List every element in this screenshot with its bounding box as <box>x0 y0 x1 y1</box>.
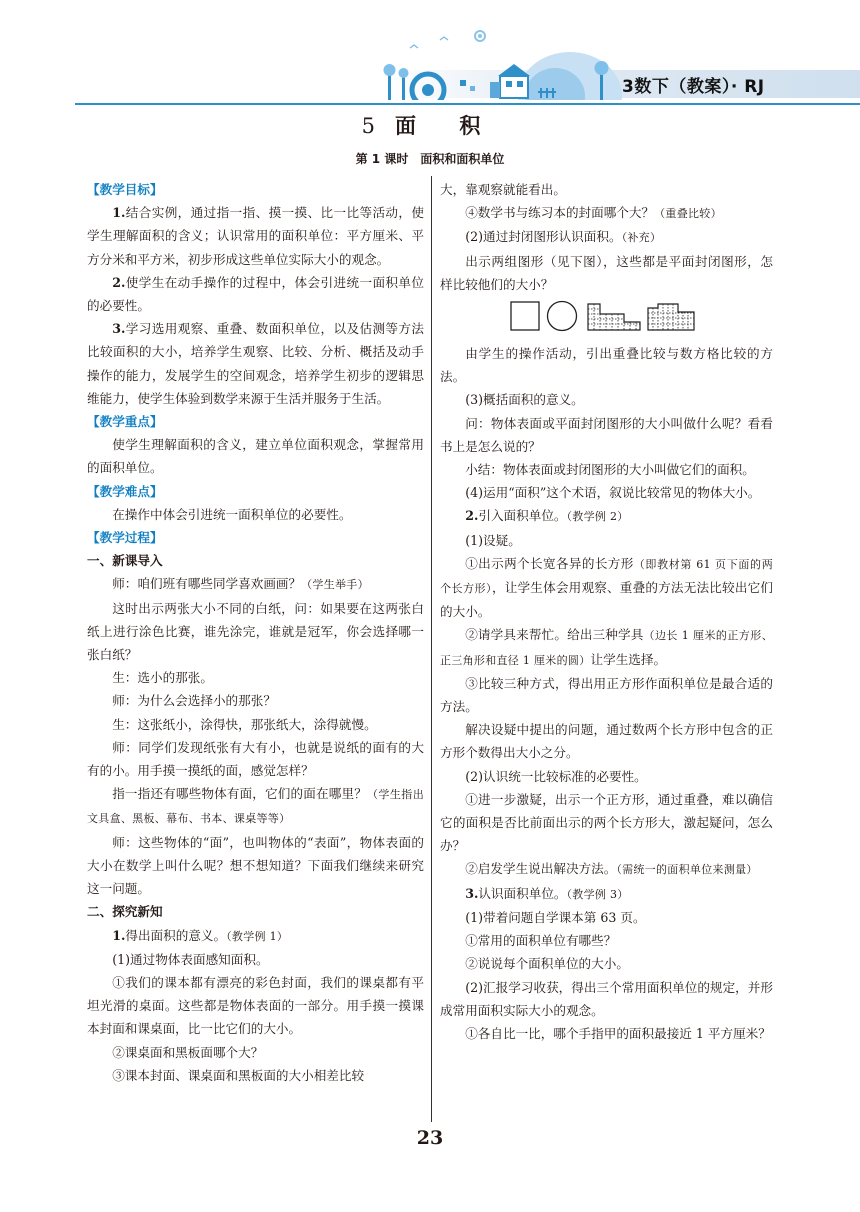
paragraph: 师：咱们班有哪些同学喜欢画画？（学生举手） <box>112 576 369 592</box>
paragraph: 师：为什么会选择小的那张？ <box>112 693 276 709</box>
key-points-text: 使学生理解面积的含义，建立单位面积观念，掌握常用的面积单位。 <box>87 437 424 476</box>
paragraph: 师：这些物体的“面”，也叫物体的“表面”，物体表面的大小在数学上叫什么呢？想不想知道？下面我们继续来研究这一问题。 <box>87 834 424 897</box>
paragraph: ③课本封面、课桌面和黑板面的大小相差比较 <box>112 1067 365 1083</box>
chapter-title <box>0 110 860 140</box>
paragraph: 3.认识面积单位。（教学例 3） <box>465 885 629 901</box>
paragraph: (2)认识统一比较标准的必要性。 <box>465 768 647 784</box>
page-header <box>0 0 860 110</box>
paragraph: (1)带着问题自学课本第 63 页。 <box>465 909 646 925</box>
paragraph: 问：物体表面或平面封闭图形的大小叫做什么呢？看看书上是怎么说的？ <box>440 415 773 454</box>
key-points-tag: 【教学重点】 <box>87 414 163 430</box>
paragraph: ①常用的面积单位有哪些？ <box>465 933 617 949</box>
shape-figures <box>440 300 773 340</box>
paragraph: 生：选小的那张。 <box>112 670 213 686</box>
lesson-number: 第 1 课时 <box>355 152 409 166</box>
town-scene-illustration <box>380 10 630 100</box>
lesson-title <box>0 150 860 167</box>
paragraph: 小结：物体表面或封闭图形的大小叫做它们的面积。 <box>465 462 755 478</box>
paragraph: 出示两组图形（见下图），这些都是平面封闭图形，怎样比较他们的大小？ <box>440 253 773 292</box>
paragraph: ②说说每个面积单位的大小。 <box>465 956 629 972</box>
paragraph: ②请学具来帮忙。给出三种学具（边长 1 厘米的正方形、正三角形和直径 1 厘米的圆）让学生选择。 <box>440 627 773 667</box>
process-tag: 【教学过程】 <box>87 530 163 546</box>
paragraph: 由学生的操作活动，引出重叠比较与数方格比较的方法。 <box>440 346 773 385</box>
paragraph: (2)汇报学习收获，得出三个常用面积单位的规定，并形成常用面积实际大小的观念。 <box>440 979 773 1018</box>
goal-2: 2.使学生在动手操作的过程中，体会引进统一面积单位的必要性。 <box>87 274 424 314</box>
left-column <box>87 178 424 1087</box>
paragraph: (1)通过物体表面感知面积。 <box>112 951 269 967</box>
paragraph: (1)设疑。 <box>465 532 521 548</box>
chapter-number: 5 <box>361 114 378 138</box>
paragraph: ④数学书与练习本的封面哪个大？（重叠比较） <box>465 205 722 221</box>
section-intro-heading: 一、新课导入 <box>87 553 163 569</box>
page-number: 23 <box>416 1127 444 1149</box>
paragraph: 2.引入面积单位。（教学例 2） <box>465 508 629 524</box>
paragraph: 这时出示两张大小不同的白纸，问：如果要在这两张白纸上进行涂色比赛，谁先涂完，谁就是冠军，你会选择哪一张白纸？ <box>87 600 424 663</box>
section-explore-heading: 二、探究新知 <box>87 904 163 920</box>
header-rule <box>75 103 860 105</box>
paragraph: (2)通过封闭图形认识面积。（补充） <box>465 229 662 245</box>
paragraph: (4)运用“面积”这个术语，叙说比较常见的物体大小。 <box>465 485 761 501</box>
lesson-name: 面积和面积单位 <box>420 152 505 166</box>
paragraph: 解决设疑中提出的问题，通过数两个长方形中包含的正方形个数得出大小之分。 <box>440 722 773 761</box>
paragraph: 生：这张纸小，涂得快，那张纸大，涂得就慢。 <box>112 716 377 732</box>
paragraph: 指一指还有哪些物体有面，它们的面在哪里？（学生指出文具盒、黑板、幕布、书本、课桌等等） <box>87 786 425 826</box>
paragraph: ③比较三种方式，得出用正方形作面积单位是最合适的方法。 <box>440 675 773 715</box>
chapter-name: 面 积 <box>395 114 499 138</box>
column-divider <box>431 176 432 1122</box>
paragraph: 师：同学们发现纸张有大有小，也就是说纸的面有的大有的小。用手摸一摸纸的面，感觉怎样？ <box>87 739 424 779</box>
book-label: 3数下（教案）· RJ <box>622 77 765 97</box>
paragraph: ①我们的课本都有漂亮的彩色封面，我们的课桌都有平坦光滑的桌面。这些都是物体表面的一部分。用手摸一摸课本封面和课桌面，比一比它们的大小。 <box>87 974 424 1037</box>
paragraph: ②课桌面和黑板面哪个大？ <box>112 1044 264 1060</box>
closed-shapes-figure <box>510 300 700 334</box>
difficulty-text: 在操作中体会引进统一面积单位的必要性。 <box>112 506 352 522</box>
paragraph: ①各自比一比，哪个手指甲的面积最接近 1 平方厘米？ <box>465 1025 771 1041</box>
paragraph: ②启发学生说出解决方法。（需统一的面积单位来测量） <box>465 861 758 877</box>
paragraph: ①出示两个长宽各异的长方形（即教材第 61 页下面的两个长方形），让学生体会用观察、重叠的方法无法比较出它们的大小。 <box>440 555 774 620</box>
goal-3: 3.学习选用观察、重叠、数面积单位，以及估测等方法比较面积的大小，培养学生观察、比较、分析、概括及动手操作的能力，发展学生的空间观念，培养学生初步的逻辑思维能力，使学生体验到数学来源于生活并服务于生活。 <box>87 321 424 406</box>
difficulty-tag: 【教学难点】 <box>87 483 163 499</box>
paragraph: 1.得出面积的意义。（教学例 1） <box>112 927 289 943</box>
goal-1: 1.结合实例，通过指一指、摸一摸、比一比等活动，使学生理解面积的含义；认识常用的面积单位：平方厘米、平方分米和平方米，初步形成这些单位实际大小的观念。 <box>87 205 424 267</box>
paragraph: ①进一步激疑，出示一个正方形，通过重叠，难以确信它的面积是否比前面出示的两个长方形大，激起疑问，怎么办？ <box>440 791 773 854</box>
right-column <box>440 178 773 1045</box>
goals-tag: 【教学目标】 <box>87 182 163 197</box>
paragraph: 大，靠观察就能看出。 <box>440 182 566 197</box>
paragraph: (3)概括面积的意义。 <box>465 392 584 408</box>
